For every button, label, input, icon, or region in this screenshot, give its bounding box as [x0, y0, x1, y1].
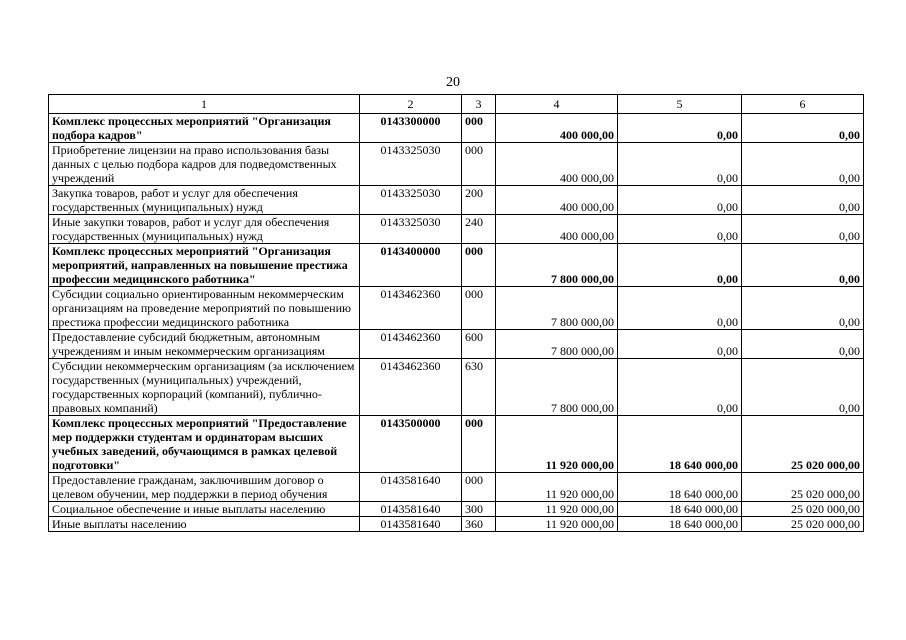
row-amount-col5: 18 640 000,00 [618, 517, 742, 532]
table-row [49, 359, 864, 416]
row-amount-col4: 400 000,00 [496, 215, 618, 244]
row-subcode-cell: 200 [462, 186, 496, 215]
row-name-cell: Приобретение лицензии на право использования базы данных с целью подбора кадров для подведомственных учреждений [49, 143, 360, 186]
row-amount-col6: 0,00 [742, 215, 864, 244]
row-code-cell: 0143500000 [360, 416, 462, 473]
row-subcode-cell: 630 [462, 359, 496, 416]
row-subcode-cell: 600 [462, 330, 496, 359]
page-number: 20 [446, 75, 460, 90]
column-header: 6 [742, 95, 864, 114]
row-amount-col5: 0,00 [618, 330, 742, 359]
row-subcode-cell: 000 [462, 114, 496, 143]
row-amount-col4: 400 000,00 [496, 186, 618, 215]
column-header: 4 [496, 95, 618, 114]
row-name-cell: Предоставление субсидий бюджетным, автономным учреждениям и иным некоммерческим организациям [49, 330, 360, 359]
row-code-cell: 0143581640 [360, 473, 462, 502]
row-amount-col5: 0,00 [618, 114, 742, 143]
row-amount-col5: 18 640 000,00 [618, 473, 742, 502]
row-code-cell: 0143462360 [360, 287, 462, 330]
row-amount-col6: 0,00 [742, 114, 864, 143]
row-amount-col6: 25 020 000,00 [742, 502, 864, 517]
table-row [49, 287, 864, 330]
column-header: 3 [462, 95, 496, 114]
row-amount-col4: 7 800 000,00 [496, 359, 618, 416]
row-code-cell: 0143325030 [360, 143, 462, 186]
row-code-cell: 0143462360 [360, 359, 462, 416]
row-amount-col4: 400 000,00 [496, 143, 618, 186]
row-code-cell: 0143325030 [360, 215, 462, 244]
row-amount-col4: 11 920 000,00 [496, 473, 618, 502]
row-amount-col5: 0,00 [618, 287, 742, 330]
table-row [49, 517, 864, 532]
row-code-cell: 0143300000 [360, 114, 462, 143]
row-amount-col6: 25 020 000,00 [742, 416, 864, 473]
row-subcode-cell: 000 [462, 416, 496, 473]
row-code-cell: 0143325030 [360, 186, 462, 215]
row-amount-col6: 25 020 000,00 [742, 473, 864, 502]
row-name-cell: Закупка товаров, работ и услуг для обеспечения государственных (муниципальных) нужд [49, 186, 360, 215]
table-row [49, 502, 864, 517]
row-amount-col4: 11 920 000,00 [496, 502, 618, 517]
row-name-cell: Комплекс процессных мероприятий "Организация подбора кадров" [49, 114, 360, 143]
row-amount-col6: 0,00 [742, 359, 864, 416]
row-name-cell: Субсидии социально ориентированным некоммерческим организациям на проведение мероприятий по повышению престижа профессии медицинского работника [49, 287, 360, 330]
row-amount-col6: 0,00 [742, 186, 864, 215]
row-name-cell: Иные закупки товаров, работ и услуг для обеспечения государственных (муниципальных) нужд [49, 215, 360, 244]
table-row [49, 186, 864, 215]
row-name-cell: Субсидии некоммерческим организациям (за исключением государственных (муниципальных) учреждений, государственных корпораций (компаний), публично-правовых компаний) [49, 359, 360, 416]
row-amount-col5: 0,00 [618, 143, 742, 186]
row-code-cell: 0143581640 [360, 517, 462, 532]
table-row [49, 330, 864, 359]
row-subcode-cell: 300 [462, 502, 496, 517]
row-subcode-cell: 360 [462, 517, 496, 532]
row-amount-col5: 18 640 000,00 [618, 416, 742, 473]
row-code-cell: 0143400000 [360, 244, 462, 287]
row-name-cell: Комплекс процессных мероприятий "Организация мероприятий, направленных на повышение престижа профессии медицинского работника" [49, 244, 360, 287]
column-header: 1 [49, 95, 360, 114]
row-amount-col5: 0,00 [618, 244, 742, 287]
row-amount-col5: 0,00 [618, 215, 742, 244]
row-subcode-cell: 000 [462, 143, 496, 186]
row-subcode-cell: 000 [462, 244, 496, 287]
row-subcode-cell: 000 [462, 287, 496, 330]
column-header: 5 [618, 95, 742, 114]
table-row [49, 416, 864, 473]
row-name-cell: Предоставление гражданам, заключившим договор о целевом обучении, мер поддержки в период обучения [49, 473, 360, 502]
row-amount-col4: 7 800 000,00 [496, 287, 618, 330]
table-row [49, 244, 864, 287]
row-amount-col6: 0,00 [742, 330, 864, 359]
table-header-row [49, 95, 864, 114]
table-row [49, 215, 864, 244]
row-amount-col5: 0,00 [618, 186, 742, 215]
budget-table [48, 94, 864, 532]
column-header: 2 [360, 95, 462, 114]
row-amount-col4: 400 000,00 [496, 114, 618, 143]
row-name-cell: Социальное обеспечение и иные выплаты населению [49, 502, 360, 517]
row-code-cell: 0143581640 [360, 502, 462, 517]
row-amount-col5: 0,00 [618, 359, 742, 416]
row-subcode-cell: 240 [462, 215, 496, 244]
row-amount-col4: 7 800 000,00 [496, 244, 618, 287]
row-name-cell: Комплекс процессных мероприятий "Предоставление мер поддержки студентам и ординаторам высших учебных заведений, обучающимся в рамках целевой подготовки" [49, 416, 360, 473]
row-amount-col6: 0,00 [742, 143, 864, 186]
row-amount-col6: 25 020 000,00 [742, 517, 864, 532]
table-row [49, 473, 864, 502]
table-row [49, 143, 864, 186]
row-code-cell: 0143462360 [360, 330, 462, 359]
row-name-cell: Иные выплаты населению [49, 517, 360, 532]
row-amount-col4: 11 920 000,00 [496, 416, 618, 473]
row-subcode-cell: 000 [462, 473, 496, 502]
row-amount-col5: 18 640 000,00 [618, 502, 742, 517]
row-amount-col4: 11 920 000,00 [496, 517, 618, 532]
row-amount-col6: 0,00 [742, 287, 864, 330]
row-amount-col6: 0,00 [742, 244, 864, 287]
table-row [49, 114, 864, 143]
row-amount-col4: 7 800 000,00 [496, 330, 618, 359]
